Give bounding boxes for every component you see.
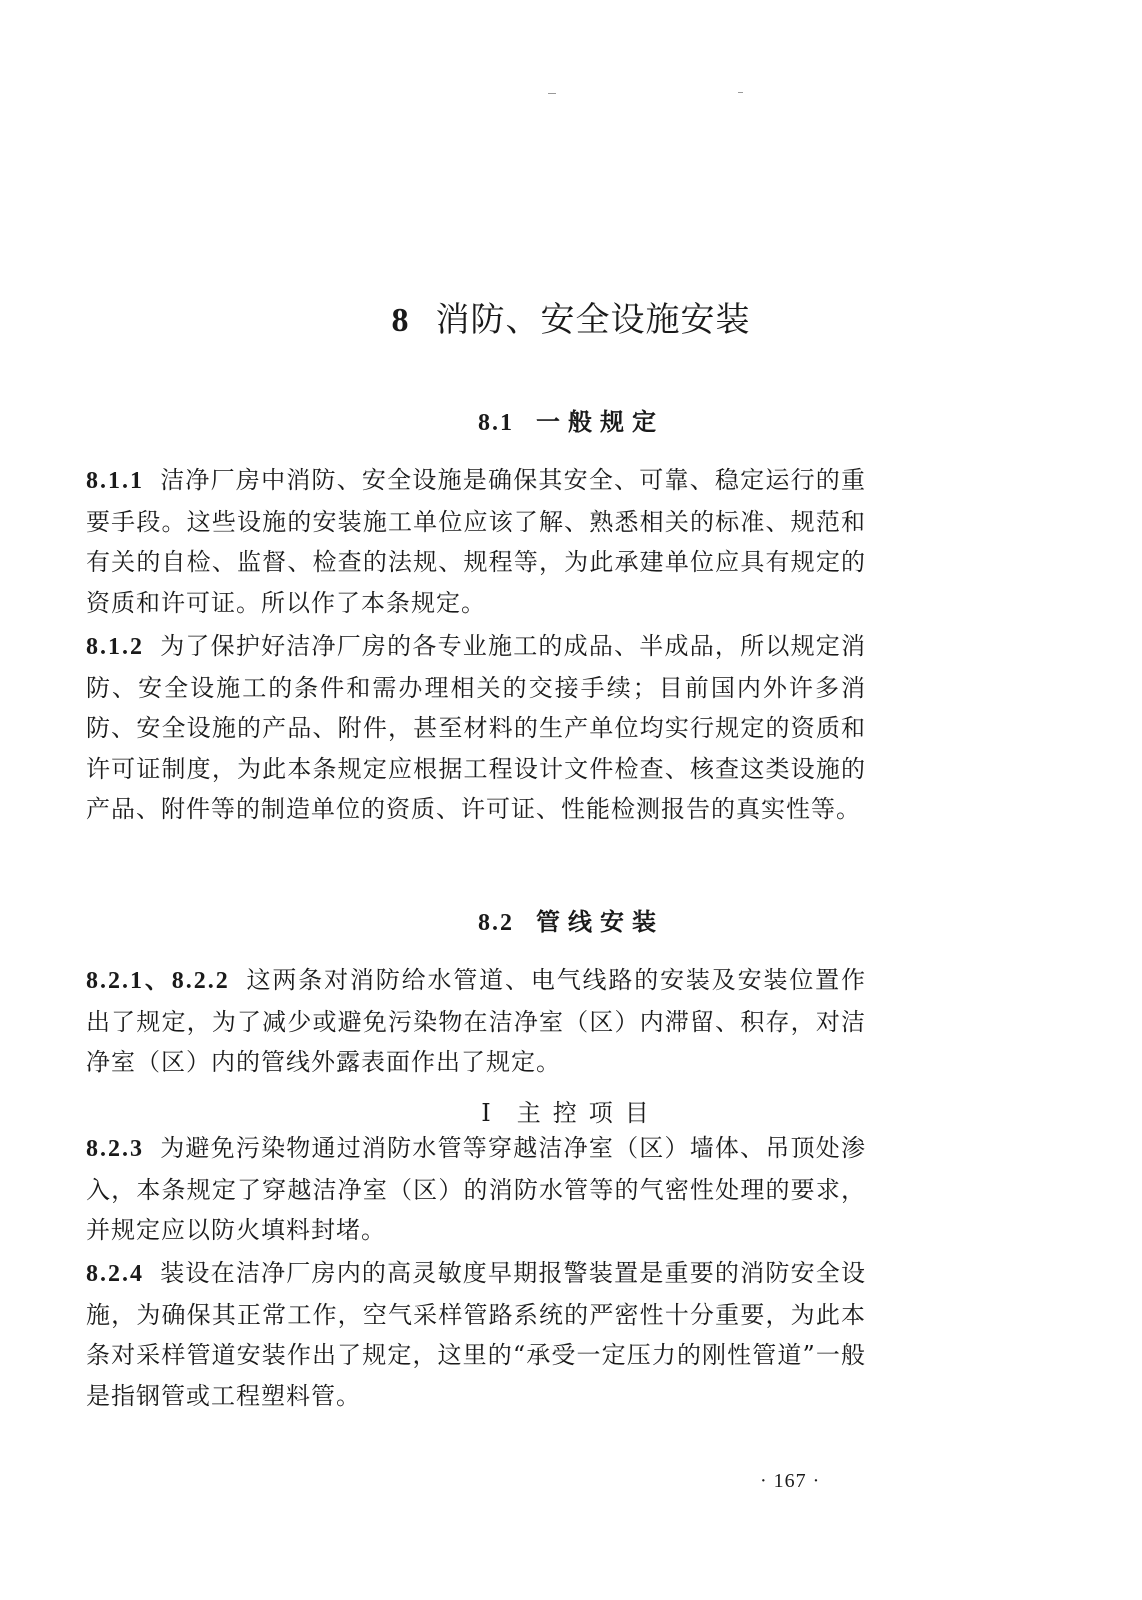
clause-8-1-2 xyxy=(86,626,866,830)
section-title-text: 管线安装 xyxy=(536,907,664,936)
subsection-number: Ⅰ xyxy=(481,1099,503,1127)
section-number: 8.1 xyxy=(478,410,514,436)
clause-text: 洁净厂房中消防、安全设施是确保其安全、可靠、稳定运行的重要手段。这些设施的安装施工单位应该了解、熟悉相关的标准、规范和有关的自检、监督、检查的法规、规程等，为此承建单位应具有规定的资质和许可证。所以作了本条规定。 xyxy=(86,466,866,617)
clause-number: 8.1.2 xyxy=(86,634,144,660)
scan-speck xyxy=(548,93,556,94)
clause-8-2-1-8-2-2 xyxy=(86,960,866,1083)
subsection-title-text: 主控项目 xyxy=(516,1099,661,1127)
clause-text: 这两条对消防给水管道、电气线路的安装及安装位置作出了规定，为了减少或避免污染物在洁净室（区）内滞留、积存，对洁净室（区）内的管线外露表面作出了规定。 xyxy=(86,966,867,1076)
clause-text: 装设在洁净厂房内的高灵敏度早期报警装置是重要的消防安全设施，为确保其正常工作，空气采样管路系统的严密性十分重要，为此本条对采样管道安装作出了规定，这里的“承受一定压力的刚性管道”一般是指钢管或工程塑料管。 xyxy=(86,1259,866,1410)
chapter-number: 8 xyxy=(391,302,410,339)
clause-8-2-4 xyxy=(86,1253,866,1416)
clause-8-1-1 xyxy=(86,460,866,623)
clause-number: 8.1.1 xyxy=(86,468,144,494)
clause-text: 为了保护好洁净厂房的各专业施工的成品、半成品，所以规定消防、安全设施工的条件和需办理相关的交接手续；目前国内外许多消防、安全设施的产品、附件，甚至材料的生产单位均实行规定的资质和许可证制度，为此本条规定应根据工程设计文件检查、核查这类设施的产品、附件等的制造单位的资质、许可证、性能检测报告的真实性等。 xyxy=(86,632,866,823)
clause-text: 为避免污染物通过消防水管等穿越洁净室（区）墙体、吊顶处渗入，本条规定了穿越洁净室（区）的消防水管等的气密性处理的要求，并规定应以防火填料封堵。 xyxy=(86,1134,866,1244)
section-heading-8-2 xyxy=(0,902,1142,937)
clause-number: 8.2.1、8.2.2 xyxy=(86,968,230,994)
page-number: · 167 · xyxy=(760,1470,821,1492)
scan-speck xyxy=(738,92,743,93)
section-heading-8-1 xyxy=(0,402,1142,437)
clause-number: 8.2.4 xyxy=(86,1261,144,1287)
clause-8-2-3 xyxy=(86,1128,866,1251)
chapter-title xyxy=(0,292,1142,341)
chapter-title-text: 消防、安全设施安装 xyxy=(435,300,751,340)
section-title-text: 一般规定 xyxy=(536,407,664,436)
section-number: 8.2 xyxy=(478,910,514,936)
clause-number: 8.2.3 xyxy=(86,1136,144,1162)
subsection-heading xyxy=(0,1093,1142,1128)
